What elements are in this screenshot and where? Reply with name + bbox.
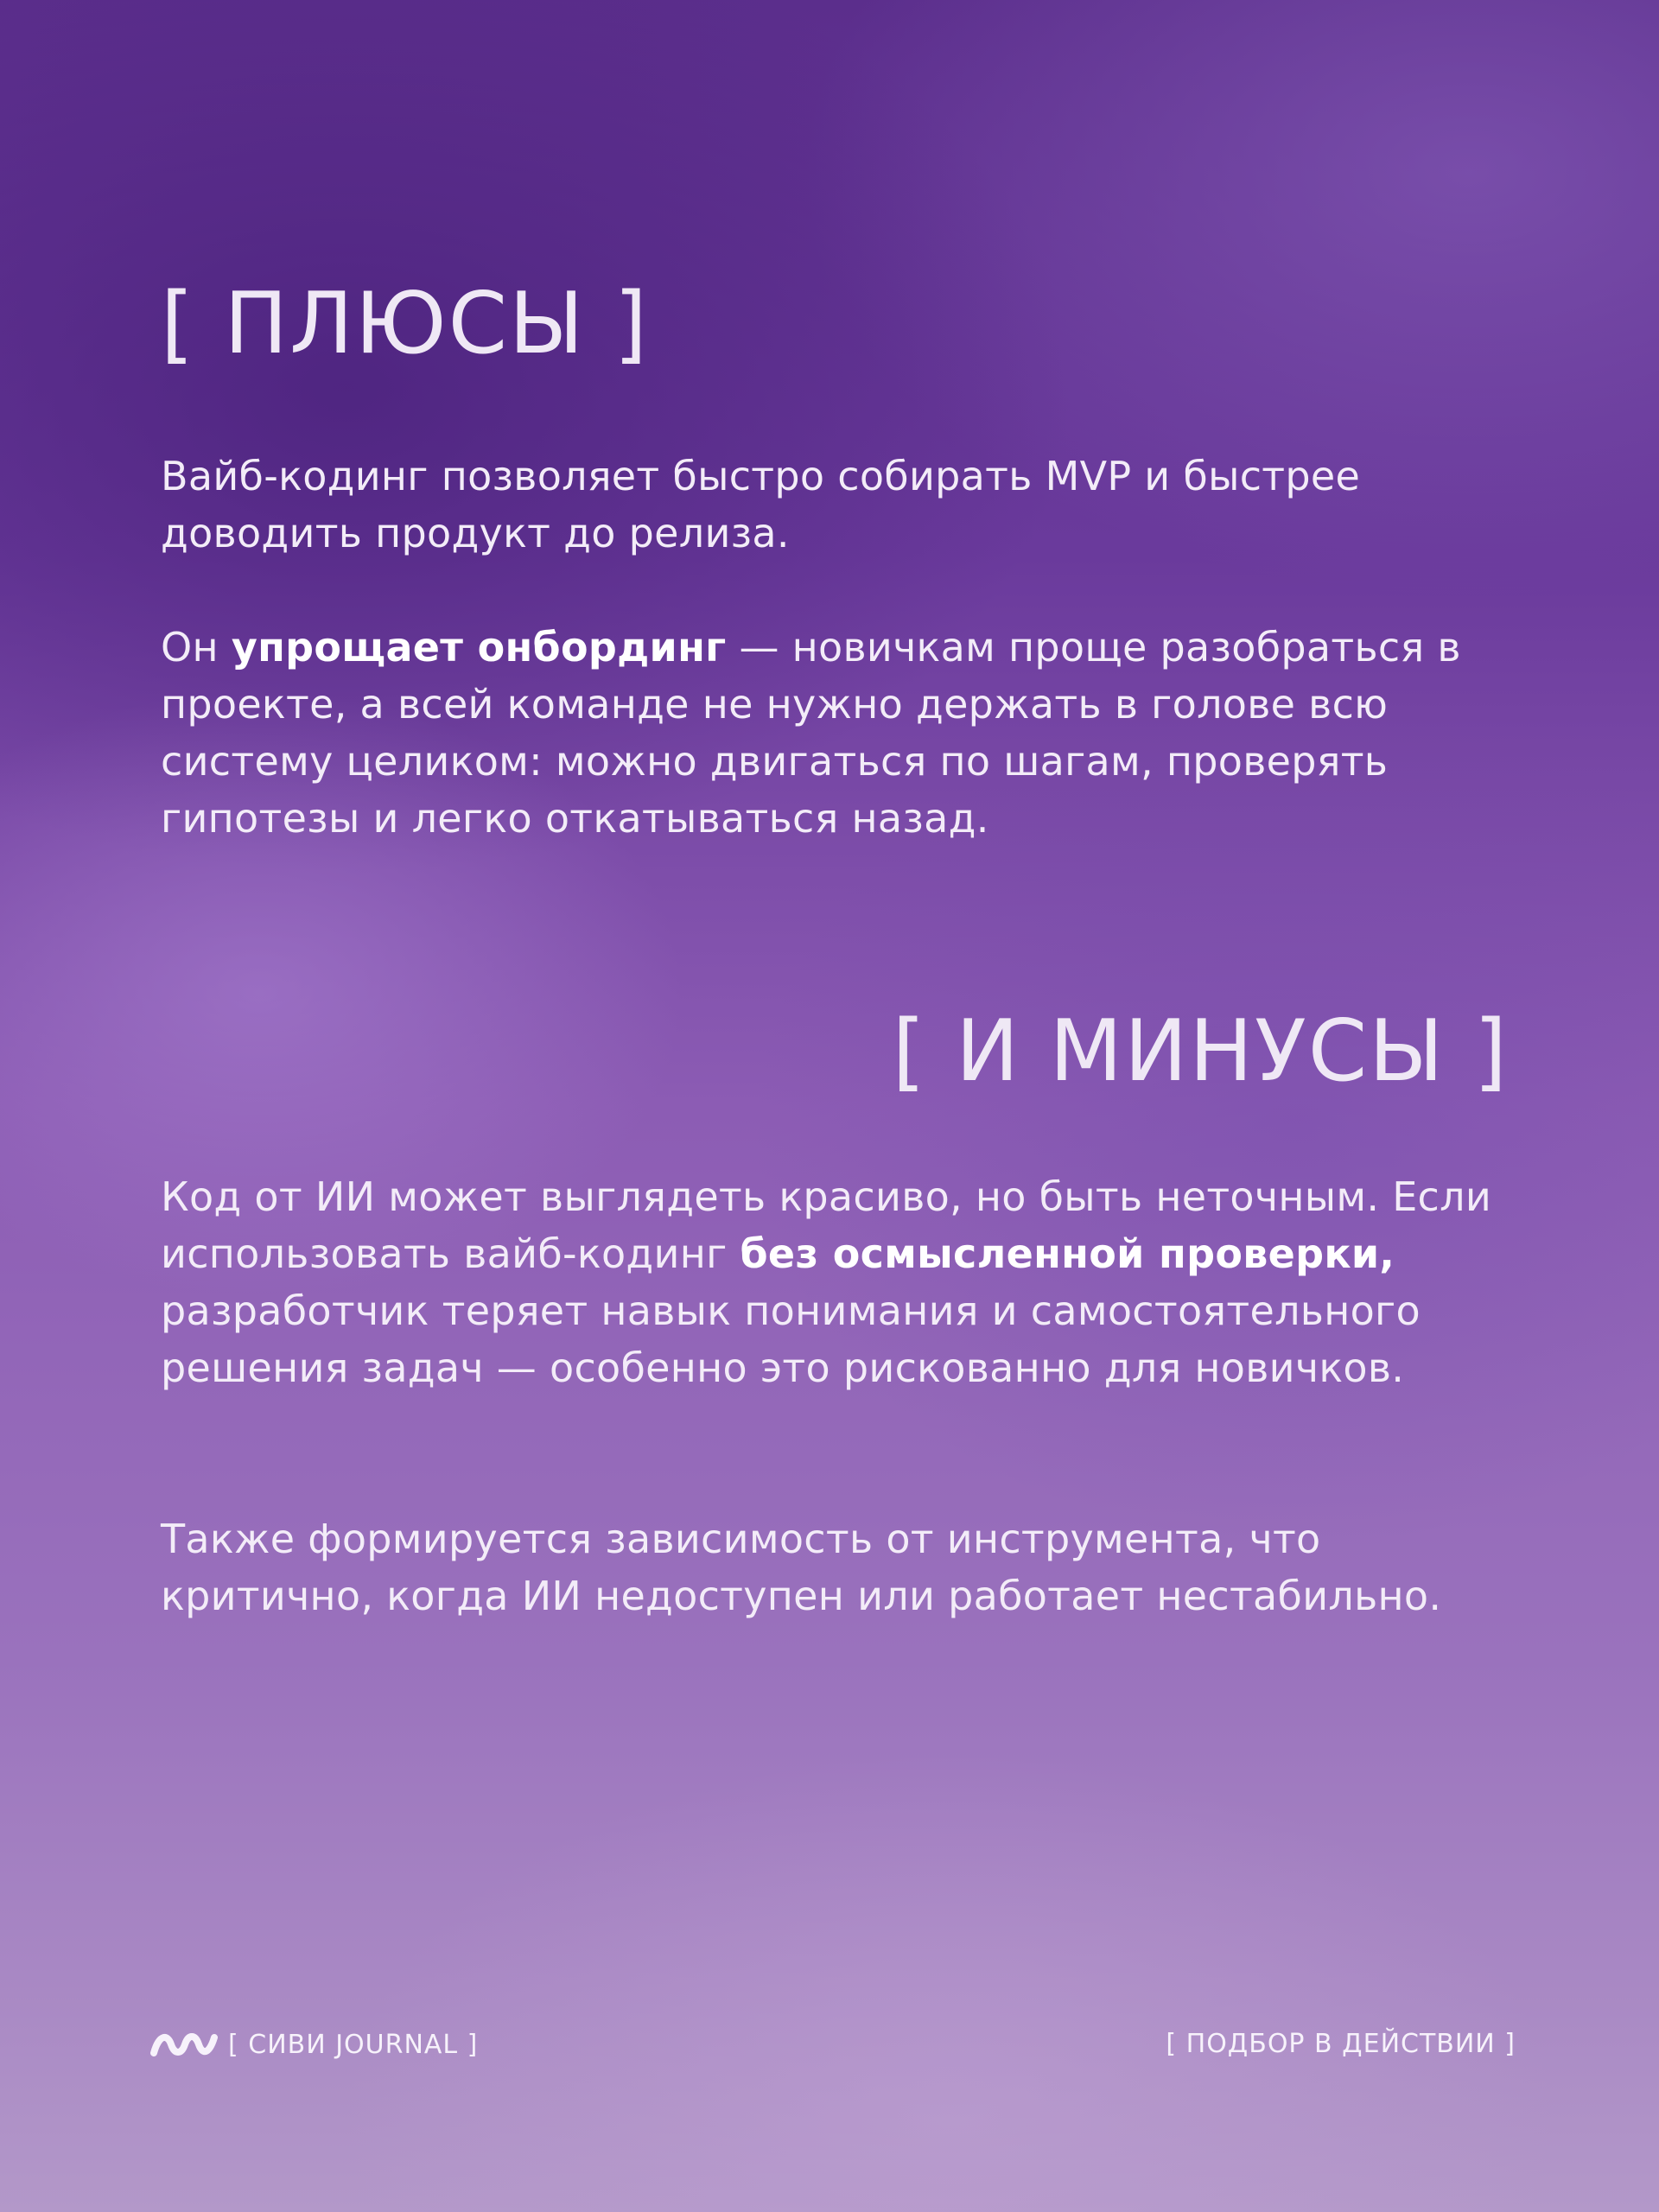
brand-wave-logo-icon xyxy=(150,2029,218,2060)
pros-paragraph-2-suffix: — новичкам проще разобраться в проекте, а всей команде не нужно держать в голове всю систему целиком: можно двигаться по шагам, проверять гипотезы и легко откатываться назад. xyxy=(161,624,1461,842)
cons-paragraph-1-prefix: Код от ИИ может выглядеть красиво, но быть неточным. Если использовать вайб-кодинг xyxy=(161,1173,1492,1277)
pros-title: [ ПЛЮСЫ ] xyxy=(161,275,649,373)
cons-paragraph-1 xyxy=(161,1168,1517,1396)
cons-paragraph-1-suffix: разработчик теряет навык понимания и самостоятельного решения задач — особенно это рискованно для новичков. xyxy=(161,1287,1421,1391)
footer-brand-label: [ СИВИ JOURNAL ] xyxy=(228,2029,479,2060)
pros-paragraph-2-prefix: Он xyxy=(161,624,232,671)
pros-paragraph-2 xyxy=(161,619,1517,847)
footer-section-label: [ ПОДБОР В ДЕЙСТВИИ ] xyxy=(1166,2029,1516,2059)
cons-paragraph-2: Также формируется зависимость от инструмента, что критично, когда ИИ недоступен или работает нестабильно. xyxy=(161,1516,1442,1619)
cons-title: [ И МИНУСЫ ] xyxy=(892,1002,1509,1101)
pros-paragraph-1: Вайб-кодинг позволяет быстро собирать MVP и быстрее доводить продукт до релиза. xyxy=(161,453,1361,556)
pros-paragraph-2-bold: упрощает онбординг xyxy=(231,624,727,671)
footer-brand xyxy=(150,2029,478,2060)
footer-section xyxy=(1166,2029,1516,2059)
cons-paragraph-1-bold: без осмысленной проверки, xyxy=(740,1230,1395,1277)
